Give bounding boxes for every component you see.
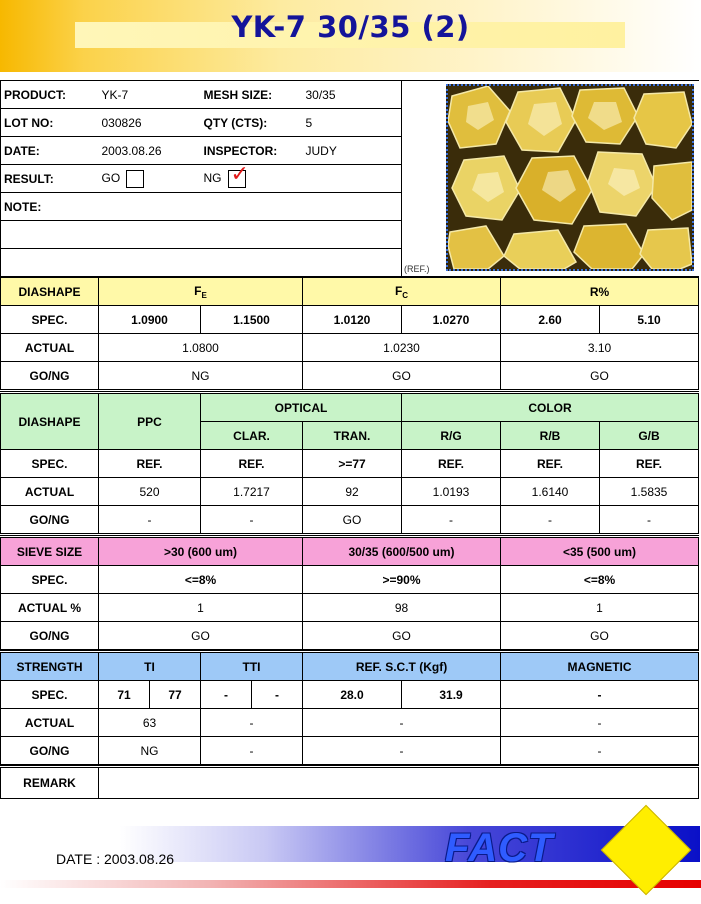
page-title: YK-7 30/35 (2) [231,10,470,44]
gong-fc: GO [303,362,501,390]
rg-header: R/G [402,422,501,450]
sieve-size-table [0,535,699,650]
diashape-header: DIASHAPE [1,278,99,306]
result-ng [201,165,303,193]
inspector-value: JUDY [303,137,402,165]
actual-tti: - [201,709,303,737]
spec-sct-min: 28.0 [303,681,402,709]
sieve-size-header: SIEVE SIZE [1,537,99,566]
product-label: PRODUCT: [1,81,99,109]
ng-label: NG [203,170,222,185]
strength-actual-label: ACTUAL [1,709,99,737]
sieve-col-under35: <35 (500 um) [501,537,699,566]
spec-fc-min: 1.0120 [303,306,402,334]
footer-date: DATE : 2003.08.26 [56,851,175,867]
actual-ti: 63 [99,709,201,737]
spec-gb: REF. [600,450,699,478]
actual-label-2: ACTUAL [1,478,99,506]
sieve-col-30-35: 30/35 (600/500 um) [303,537,501,566]
mesh-value: 30/35 [303,81,402,109]
gong-tti: - [201,737,303,765]
actual-fe: 1.0800 [99,334,303,362]
qty-value: 5 [303,109,402,137]
spec-ppc: REF. [99,450,201,478]
ng-checkbox[interactable] [228,164,249,188]
note-label: NOTE: [1,193,99,221]
gong-rg: - [402,506,501,534]
ti-header: TI [99,652,201,681]
gong-ppc: - [99,506,201,534]
ppc-header: PPC [99,393,201,450]
mesh-label: MESH SIZE: [201,81,303,109]
spec-fe-max: 1.1500 [201,306,303,334]
sieve-gong-over30: GO [99,622,303,650]
sieve-spec-under35: <=8% [501,566,699,594]
actual-magnetic: - [501,709,699,737]
inspector-label: INSPECTOR: [201,137,303,165]
checkmark-icon: ✓ [230,164,249,186]
gong-clar: - [201,506,303,534]
spec-rg: REF. [402,450,501,478]
sieve-gong-label: GO/NG [1,622,99,650]
gong-fe: NG [99,362,303,390]
sieve-gong-30-35: GO [303,622,501,650]
spec-sct-max: 31.9 [402,681,501,709]
remark-table [0,765,699,799]
ref-label: (REF.) [404,264,430,274]
strength-spec-label: SPEC. [1,681,99,709]
remark-label: REMARK [1,767,99,799]
sieve-actual-30-35: 98 [303,594,501,622]
spec-label: SPEC. [1,306,99,334]
sct-header: REF. S.C.T (Kgf) [303,652,501,681]
gong-sct: - [303,737,501,765]
diashape-table-1 [0,277,699,390]
rb-header: R/B [501,422,600,450]
lot-value: 030826 [99,109,201,137]
sieve-actual-label: ACTUAL % [1,594,99,622]
remark-value[interactable] [99,767,699,799]
strength-gong-label: GO/NG [1,737,99,765]
gong-rb: - [501,506,600,534]
date-value: 2003.08.26 [99,137,201,165]
spec-ti-min: 71 [99,681,150,709]
spec-rb: REF. [501,450,600,478]
fc-header: $F_C$ [303,278,501,306]
spec-tti-max: - [252,681,303,709]
diashape-header-2: DIASHAPE [1,393,99,450]
actual-ppc: 520 [99,478,201,506]
gong-tran: GO [303,506,402,534]
spec-magnetic: - [501,681,699,709]
strength-header: STRENGTH [1,652,99,681]
actual-fc: 1.0230 [303,334,501,362]
optical-header: OPTICAL [201,393,402,422]
qty-label: QTY (CTS): [201,109,303,137]
spec-r-min: 2.60 [501,306,600,334]
result-label: RESULT: [1,165,99,193]
color-header: COLOR [402,393,699,422]
spec-tran: >=77 [303,450,402,478]
sieve-spec-over30: <=8% [99,566,303,594]
sieve-col-over30: >30 (600 um) [99,537,303,566]
actual-clar: 1.7217 [201,478,303,506]
result-go [99,165,201,193]
actual-sct: - [303,709,501,737]
spec-label-2: SPEC. [1,450,99,478]
go-checkbox[interactable] [126,170,144,188]
spec-clar: REF. [201,450,303,478]
gong-label: GO/NG [1,362,99,390]
tran-header: TRAN. [303,422,402,450]
actual-rb: 1.6140 [501,478,600,506]
lot-label: LOT NO: [1,109,99,137]
spec-ti-max: 77 [150,681,201,709]
note-value [99,193,402,221]
go-label: GO [101,170,121,185]
spec-r-max: 5.10 [600,306,699,334]
footer-red-stripe [0,880,701,888]
note-line-2 [1,221,402,249]
sieve-spec-30-35: >=90% [303,566,501,594]
gong-label-2: GO/NG [1,506,99,534]
actual-label: ACTUAL [1,334,99,362]
actual-r: 3.10 [501,334,699,362]
gong-magnetic: - [501,737,699,765]
actual-rg: 1.0193 [402,478,501,506]
sieve-actual-over30: 1 [99,594,303,622]
r-percent-header: R% [501,278,699,306]
tti-header: TTI [201,652,303,681]
gong-gb: - [600,506,699,534]
note-line-3 [1,249,402,277]
clar-header: CLAR. [201,422,303,450]
sieve-gong-under35: GO [501,622,699,650]
fact-logo: FACT [445,826,554,870]
diamond-crystals-image [448,86,692,269]
gb-header: G/B [600,422,699,450]
gong-r: GO [501,362,699,390]
sieve-actual-under35: 1 [501,594,699,622]
spec-fe-min: 1.0900 [99,306,201,334]
strength-table [0,650,699,765]
product-value: YK-7 [99,81,201,109]
diashape-table-2 [0,391,699,534]
magnetic-header: MAGNETIC [501,652,699,681]
diamond-crystals-photo [446,84,694,271]
date-label: DATE: [1,137,99,165]
actual-tran: 92 [303,478,402,506]
actual-gb: 1.5835 [600,478,699,506]
gong-ti: NG [99,737,201,765]
spec-tti-min: - [201,681,252,709]
sieve-spec-label: SPEC. [1,566,99,594]
fe-header: $F_E$ [99,278,303,306]
spec-fc-max: 1.0270 [402,306,501,334]
